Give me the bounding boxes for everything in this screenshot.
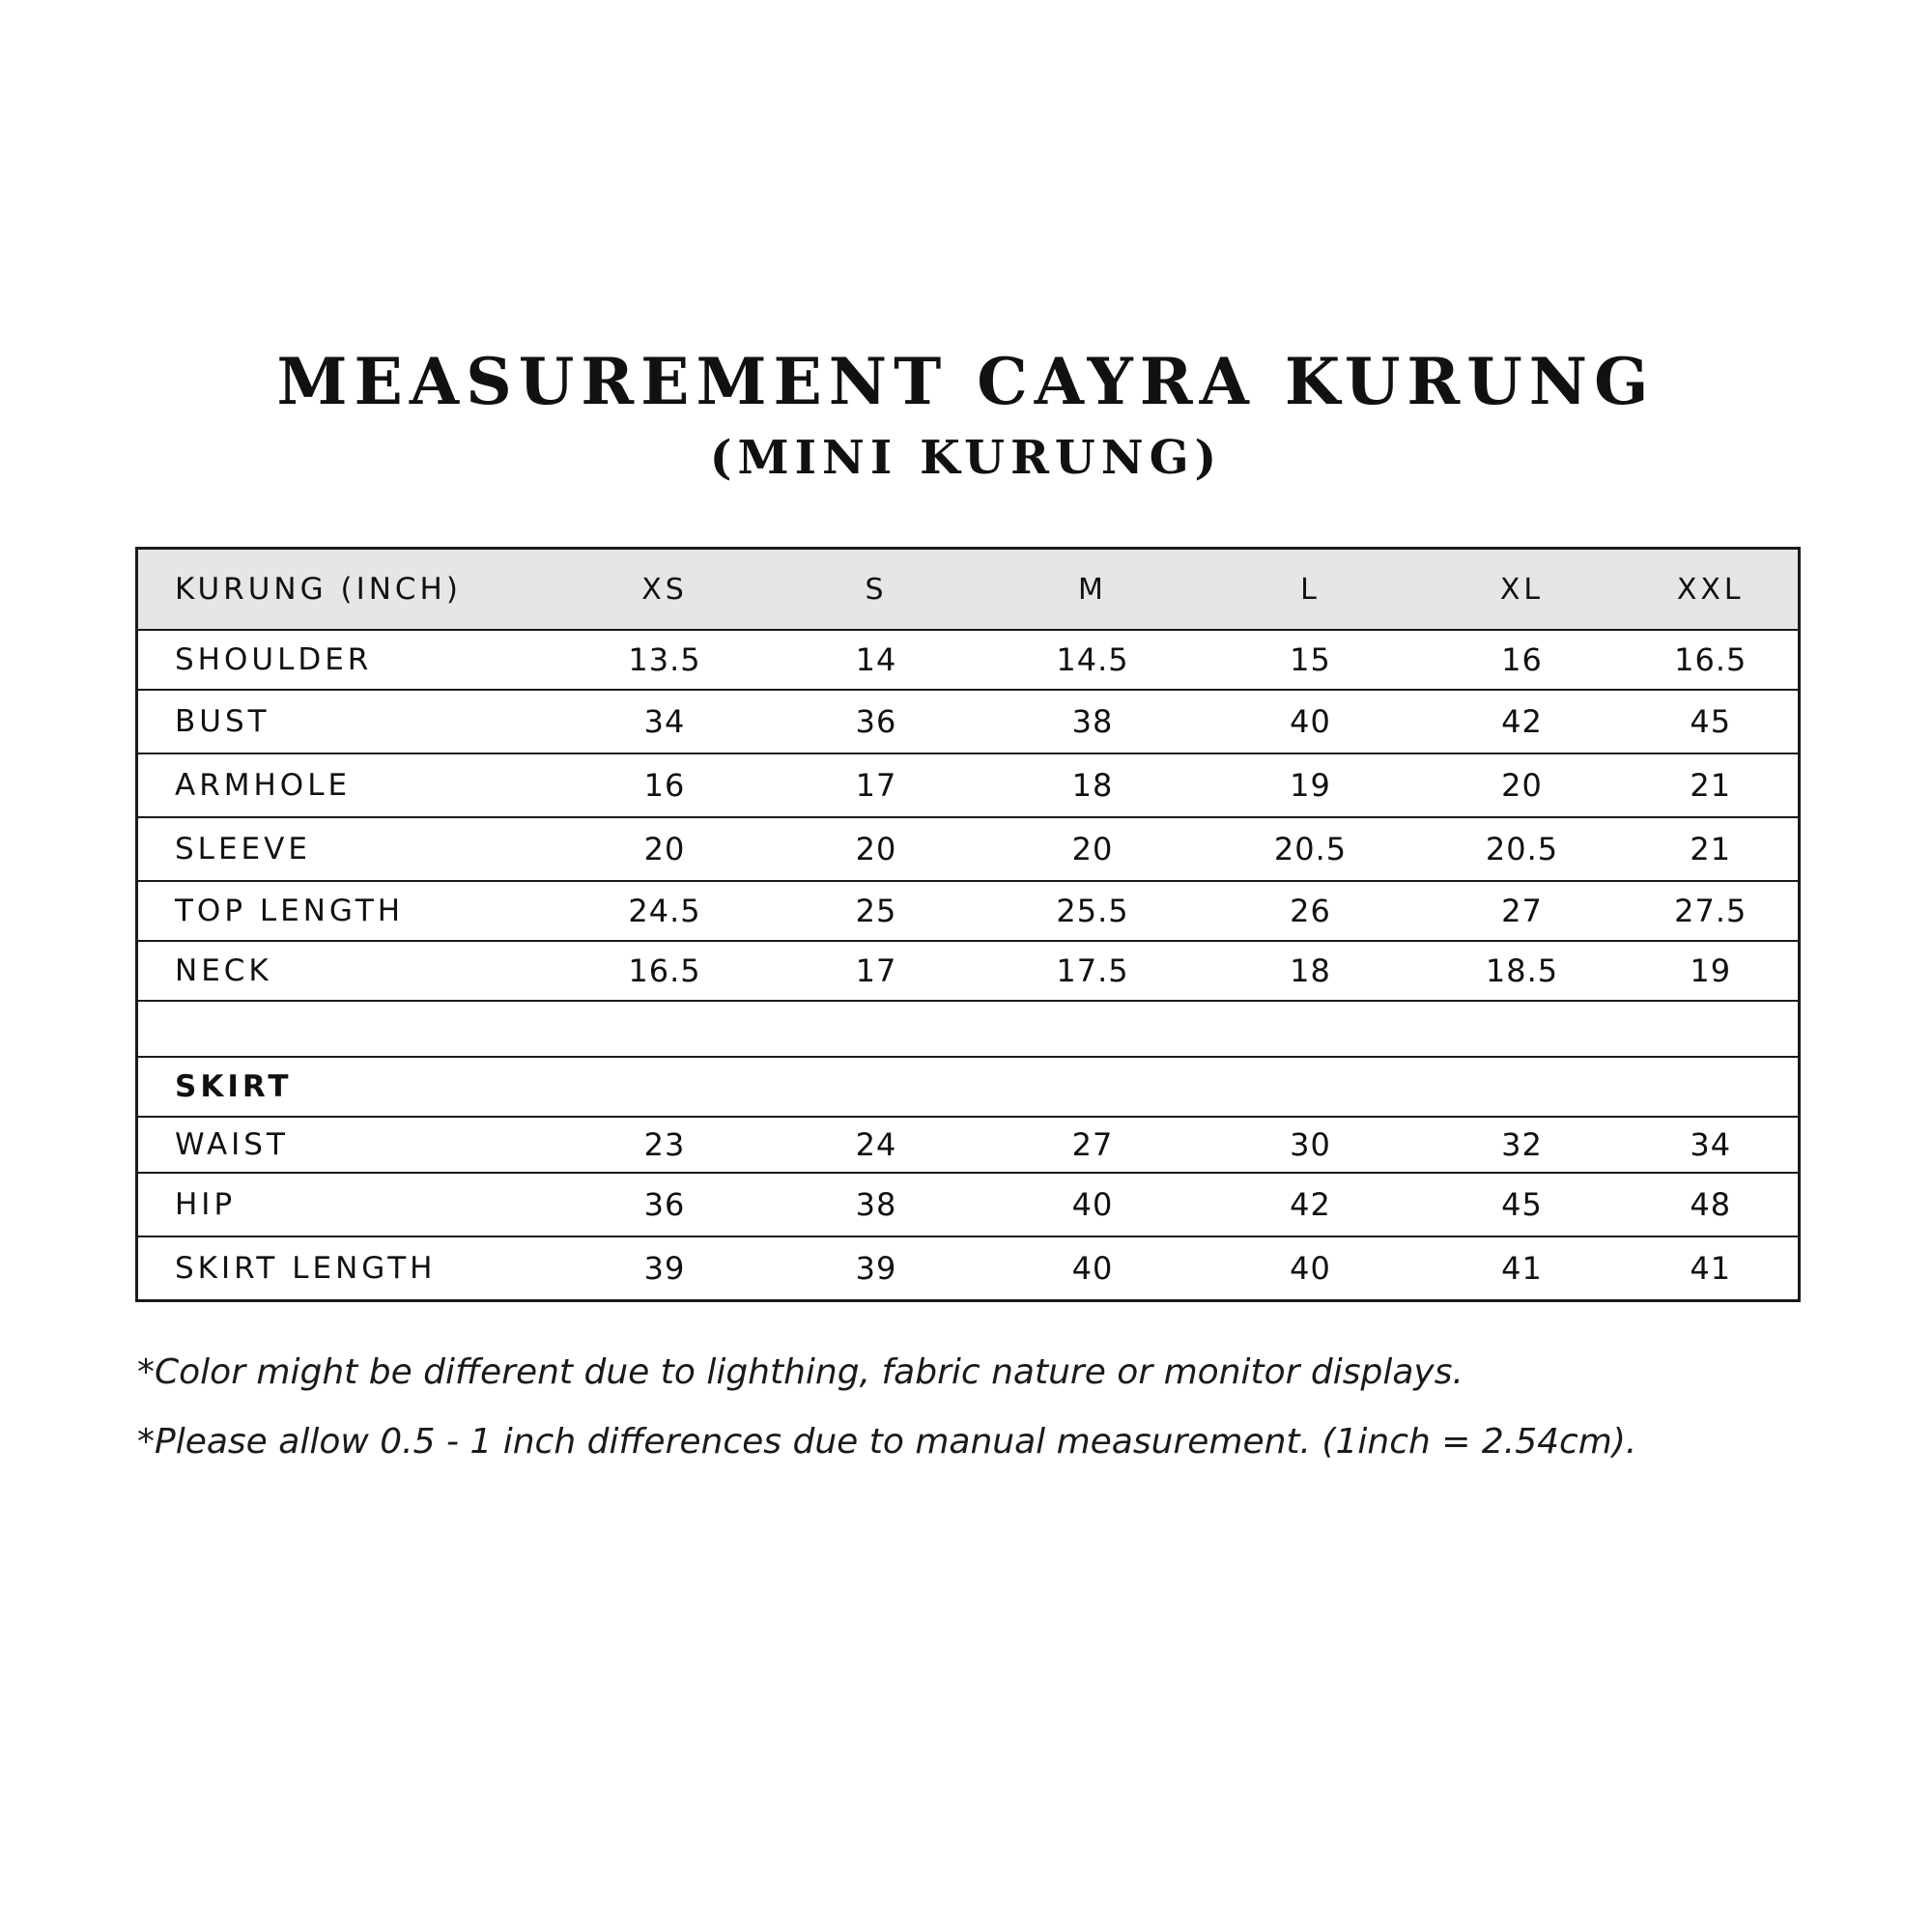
table-cell: 40 <box>985 1173 1201 1236</box>
table-header-row <box>137 549 1800 631</box>
page-subtitle: (MINI KURUNG) <box>709 431 1223 485</box>
table-cell: 48 <box>1624 1173 1800 1236</box>
table-cell: 30 <box>1201 1117 1421 1173</box>
table-section-skirt <box>137 1057 1800 1117</box>
row-label: WAIST <box>137 1117 562 1173</box>
table-spacer-row <box>137 1001 1800 1057</box>
table-row-neck <box>137 941 1800 1001</box>
table-cell: 27 <box>1421 881 1624 941</box>
table-cell: 18.5 <box>1421 941 1624 1001</box>
table-cell: 23 <box>562 1117 768 1173</box>
size-chart-table <box>135 547 1801 1302</box>
table-cell: 16.5 <box>1624 630 1800 690</box>
table-cell: 34 <box>1624 1117 1800 1173</box>
header-size-l: L <box>1201 549 1421 631</box>
row-label: SHOULDER <box>137 630 562 690</box>
table-cell: 41 <box>1624 1236 1800 1300</box>
table-cell: 15 <box>1201 630 1421 690</box>
table-row-bust <box>137 690 1800 753</box>
table-cell: 18 <box>985 753 1201 817</box>
table-cell: 13.5 <box>562 630 768 690</box>
table-cell: 38 <box>985 690 1201 753</box>
row-label: BUST <box>137 690 562 753</box>
table-row-hip <box>137 1173 1800 1236</box>
section-heading: SKIRT <box>137 1057 1800 1117</box>
note-color-disclaimer: *Color might be different due to lighthing, fabric nature or monitor displays. <box>137 1352 1463 1392</box>
header-size-xxl: XXL <box>1624 549 1800 631</box>
table-cell: 25 <box>768 881 985 941</box>
table-cell: 40 <box>985 1236 1201 1300</box>
table-cell: 40 <box>1201 1236 1421 1300</box>
table-cell: 24.5 <box>562 881 768 941</box>
table-cell: 20 <box>562 817 768 881</box>
table-cell: 18 <box>1201 941 1421 1001</box>
table-row-shoulder <box>137 630 1800 690</box>
table-cell: 27 <box>985 1117 1201 1173</box>
table-cell: 16 <box>562 753 768 817</box>
header-label: KURUNG (INCH) <box>137 549 562 631</box>
note-measurement-tolerance: *Please allow 0.5 - 1 inch differences due to manual measurement. (1inch = 2.54cm). <box>137 1422 1637 1462</box>
table-cell: 39 <box>562 1236 768 1300</box>
table-cell: 19 <box>1624 941 1800 1001</box>
table-row-armhole <box>137 753 1800 817</box>
table-row-sleeve <box>137 817 1800 881</box>
table-row-skirt-length <box>137 1236 1800 1300</box>
table-cell: 41 <box>1421 1236 1624 1300</box>
table-cell: 17 <box>768 753 985 817</box>
table-cell: 32 <box>1421 1117 1624 1173</box>
table-cell: 20 <box>985 817 1201 881</box>
table-cell: 39 <box>768 1236 985 1300</box>
table-cell: 21 <box>1624 817 1800 881</box>
header-size-s: S <box>768 549 985 631</box>
table-cell: 26 <box>1201 881 1421 941</box>
table-cell: 20 <box>1421 753 1624 817</box>
row-label: SLEEVE <box>137 817 562 881</box>
header-size-m: M <box>985 549 1201 631</box>
row-label: SKIRT LENGTH <box>137 1236 562 1300</box>
table-cell: 16.5 <box>562 941 768 1001</box>
table-row-top-length <box>137 881 1800 941</box>
table-cell: 20.5 <box>1421 817 1624 881</box>
table-cell: 17 <box>768 941 985 1001</box>
table-cell: 42 <box>1421 690 1624 753</box>
table-cell: 21 <box>1624 753 1800 817</box>
table-cell: 34 <box>562 690 768 753</box>
header-size-xs: XS <box>562 549 768 631</box>
page-title: MEASUREMENT CAYRA KURUNG <box>276 344 1656 419</box>
header-size-xl: XL <box>1421 549 1624 631</box>
table-cell: 36 <box>768 690 985 753</box>
table-cell: 40 <box>1201 690 1421 753</box>
row-label: TOP LENGTH <box>137 881 562 941</box>
table-cell: 17.5 <box>985 941 1201 1001</box>
row-label: NECK <box>137 941 562 1001</box>
table-row-waist <box>137 1117 1800 1173</box>
table-cell: 20.5 <box>1201 817 1421 881</box>
table-cell: 16 <box>1421 630 1624 690</box>
row-label: ARMHOLE <box>137 753 562 817</box>
row-label: HIP <box>137 1173 562 1236</box>
table-cell: 27.5 <box>1624 881 1800 941</box>
table-cell: 20 <box>768 817 985 881</box>
table-cell: 38 <box>768 1173 985 1236</box>
table-cell: 42 <box>1201 1173 1421 1236</box>
table-cell: 24 <box>768 1117 985 1173</box>
table-cell: 45 <box>1421 1173 1624 1236</box>
table-cell: 45 <box>1624 690 1800 753</box>
table-cell: 25.5 <box>985 881 1201 941</box>
table-cell: 14 <box>768 630 985 690</box>
table-cell: 19 <box>1201 753 1421 817</box>
spacer-cell <box>137 1001 1800 1057</box>
table-cell: 14.5 <box>985 630 1201 690</box>
table-cell: 36 <box>562 1173 768 1236</box>
